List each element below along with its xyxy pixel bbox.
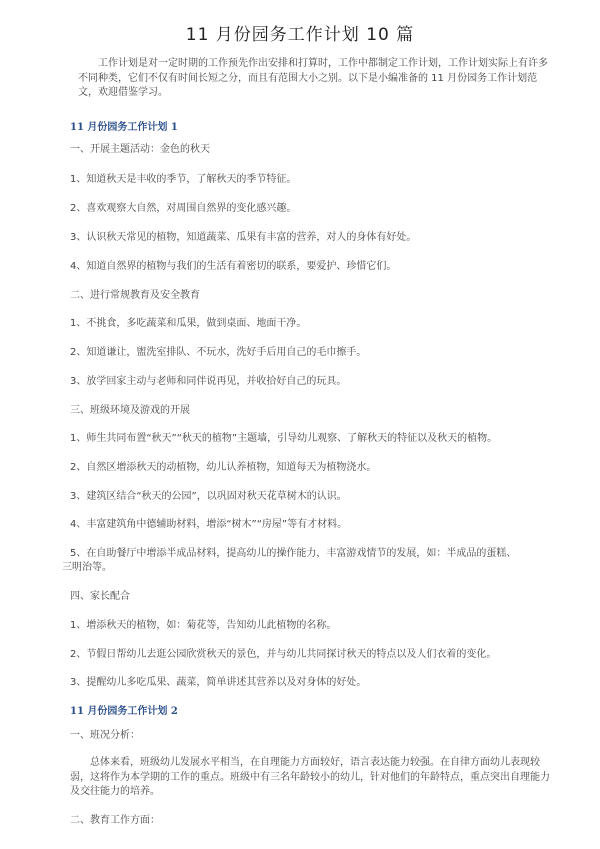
plan1-item: 2、喜欢观察大自然，对周围自然界的变化感兴趣。: [70, 203, 297, 214]
plan2-body-paragraph: 总体来看，班级幼儿发展水平相当，在自理能力方面较好，语言表达能力较强。在自律方面幼儿表现较弱，这将作为本学期的工作的重点。班级中有三名年龄较小的幼儿，针对他们的年龄特点，重点突出自理能力及交往能力的培养。: [70, 757, 550, 797]
plan1-item: 2、知道谦让，盥洗室排队、不玩水，洗好手后用自己的毛巾擦手。: [70, 347, 367, 358]
plan1-item: 3、认识秋天常见的植物，知道蔬菜、瓜果有丰富的营养，对人的身体有好处。: [70, 232, 417, 243]
plan1-section-3-title: 三、班级环境及游戏的开展: [70, 405, 190, 416]
plan1-item: 3、提醒幼儿多吃瓜果、蔬菜，简单讲述其营养以及对身体的好处。: [70, 677, 367, 688]
plan1-item: 2、自然区增添秋天的动植物，幼儿认养植物，知道每天为植物浇水。: [70, 462, 377, 473]
plan1-section-2-title: 二、进行常规教育及安全教育: [70, 290, 200, 301]
plan1-item: 1、增添秋天的植物，如：菊花等，告知幼儿此植物的名称。: [70, 620, 337, 631]
document-title: 11 月份园务工作计划 10 篇: [185, 25, 415, 45]
intro-paragraph: 工作计划是对一定时期的工作预先作出安排和打算时，工作中都制定工作计划，工作计划实际上有许多不同种类，它们不仅有时间长短之分，而且有范围大小之别。以下是小编准备的 11 月份园务工作计划范文，欢迎借鉴学习。: [78, 58, 548, 98]
plan1-item: 4、丰富建筑角中德辅助材料，增添“树木”“房屋”等有才材料。: [70, 519, 348, 530]
plan1-heading: 11 月份园务工作计划 1: [70, 122, 178, 133]
plan1-item: 3、放学回家主动与老师和同伴说再见，并收拾好自己的玩具。: [70, 376, 347, 387]
plan1-item-continuation: 三明治等。: [62, 562, 112, 573]
plan1-item: 1、不挑食，多吃蔬菜和瓜果，做到桌面、地面干净。: [70, 318, 307, 329]
plan1-item: 2、节假日帮幼儿去逛公园欣赏秋天的景色，并与幼儿共同探讨秋天的特点以及人们衣着的变化。: [70, 649, 497, 660]
plan1-item: 1、师生共同布置“秋天”“秋天的植物”主题墙，引导幼儿观察、了解秋天的特征以及秋天的植物。: [70, 433, 498, 444]
plan2-heading: 11 月份园务工作计划 2: [70, 706, 178, 717]
plan1-item: 3、建筑区结合“秋天的公园”，以巩固对秋天花草树木的认识。: [70, 491, 347, 502]
plan1-section-4-title: 四、家长配合: [70, 591, 130, 602]
plan2-section-1-title: 一、班况分析：: [70, 730, 140, 741]
plan1-section-1-title: 一、开展主题活动：金色的秋天: [70, 144, 210, 155]
plan1-item: 4、知道自然界的植物与我们的生活有着密切的联系，要爱护、珍惜它们。: [70, 261, 397, 272]
plan2-section-2-title: 二、教育工作方面：: [70, 815, 160, 826]
plan1-item: 1、知道秋天是丰收的季节，了解秋天的季节特征。: [70, 174, 297, 185]
plan1-item: 5、在自助餐厅中增添半成品材料，提高幼儿的操作能力，丰富游戏情节的发展，如：半成品的蛋糕、: [70, 548, 517, 559]
